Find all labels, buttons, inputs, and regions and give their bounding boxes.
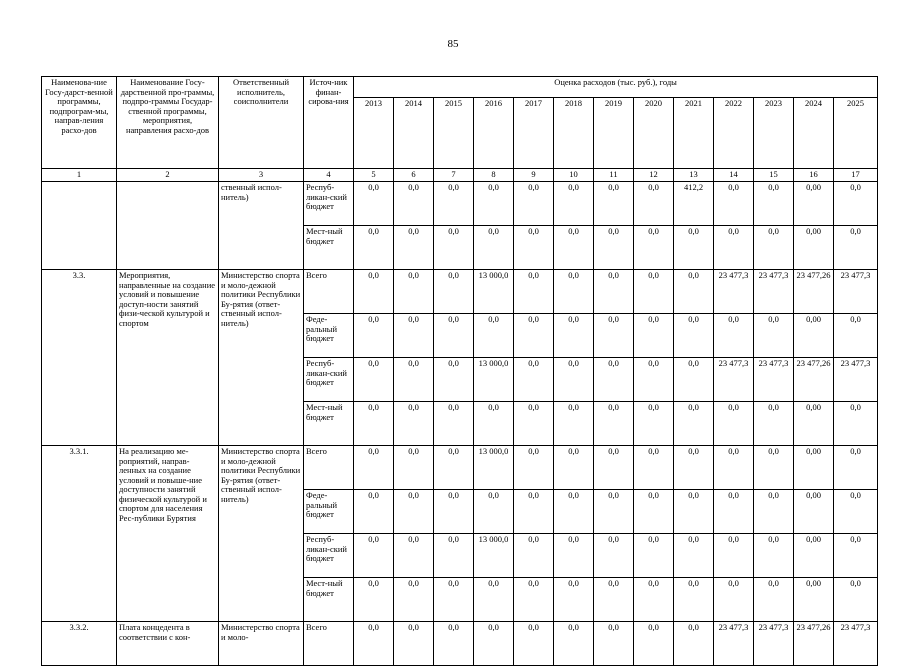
header-year-cell: 2015 [434,98,474,169]
value-cell: 23 477,3 [834,622,878,666]
value-cell: 0,0 [594,226,634,270]
value-cell: 0,0 [554,226,594,270]
value-cell: 23 477,26 [794,622,834,666]
value-cell: 0,0 [674,270,714,314]
value-cell: 0,0 [714,182,754,226]
value-cell: 0,0 [714,578,754,622]
header-year-cell: 2024 [794,98,834,169]
value-cell: 0,0 [514,358,554,402]
table-body [42,182,878,666]
row-code-cell: 3.3. [42,270,117,446]
value-cell: 0,0 [834,446,878,490]
value-cell: 0,0 [354,446,394,490]
value-cell: 0,0 [434,446,474,490]
value-cell: 13 000,0 [474,446,514,490]
value-cell: 23 477,3 [834,270,878,314]
value-cell: 0,0 [354,358,394,402]
row-executor-cell: Министерство спорта и моло- [219,622,304,666]
value-cell: 0,0 [394,226,434,270]
row-source-cell: Феде-ральный бюджет [304,314,354,358]
row-source-cell: Респуб-ликан-ский бюджет [304,534,354,578]
header-year-cell: 2018 [554,98,594,169]
value-cell: 0,0 [514,490,554,534]
column-number-cell: 3 [219,169,304,182]
header-year-cell: 2016 [474,98,514,169]
row-source-cell: Респуб-ликан-ский бюджет [304,358,354,402]
value-cell: 0,0 [514,314,554,358]
value-cell: 0,00 [794,446,834,490]
header-executor-col: Ответственный исполнитель, соисполнители [219,77,304,169]
header-year-cell: 2020 [634,98,674,169]
value-cell: 0,0 [514,622,554,666]
value-cell: 0,0 [634,534,674,578]
table-header [42,77,878,182]
value-cell: 23 477,3 [714,358,754,402]
value-cell: 23 477,3 [754,622,794,666]
value-cell: 0,0 [394,182,434,226]
value-cell: 0,0 [714,534,754,578]
value-cell: 23 477,3 [754,270,794,314]
value-cell: 0,0 [754,534,794,578]
row-name-cell: Мероприятия, направленные на создание условий и повышение доступ-ности занятий физи-ческой культурой и спортом [117,270,219,446]
value-cell: 0,0 [674,534,714,578]
column-number-cell: 17 [834,169,878,182]
value-cell: 0,0 [514,534,554,578]
value-cell: 0,0 [514,578,554,622]
value-cell: 0,0 [394,622,434,666]
value-cell: 0,0 [354,182,394,226]
header-program-col: Наименова-ние Госу-дарст-венной программы, подпрограм-мы, направ-ления расхо-дов [42,77,117,169]
column-number-cell: 1 [42,169,117,182]
value-cell: 0,0 [554,358,594,402]
value-cell: 0,0 [514,226,554,270]
value-cell: 0,00 [794,402,834,446]
value-cell: 0,0 [394,490,434,534]
value-cell: 0,0 [634,402,674,446]
value-cell: 0,0 [354,490,394,534]
value-cell: 0,0 [354,270,394,314]
value-cell: 0,0 [674,446,714,490]
row-code-cell [42,182,117,270]
value-cell: 0,0 [754,182,794,226]
column-number-cell: 7 [434,169,474,182]
row-name-cell [117,182,219,270]
value-cell: 0,0 [394,578,434,622]
value-cell: 0,0 [714,402,754,446]
value-cell: 0,0 [714,446,754,490]
value-cell: 0,0 [754,402,794,446]
column-number-cell: 5 [354,169,394,182]
value-cell: 0,0 [634,490,674,534]
value-cell: 13 000,0 [474,270,514,314]
header-year-cell: 2021 [674,98,714,169]
value-cell: 0,0 [674,358,714,402]
table-row [42,446,878,490]
header-year-cell: 2014 [394,98,434,169]
header-expenses-title: Оценка расходов (тыс. руб.), годы [354,77,878,98]
value-cell: 0,0 [634,622,674,666]
value-cell: 0,0 [434,578,474,622]
value-cell: 0,0 [514,270,554,314]
page-number: 85 [447,38,459,50]
header-year-cell: 2022 [714,98,754,169]
value-cell: 0,0 [834,578,878,622]
value-cell: 0,0 [754,490,794,534]
value-cell: 0,0 [674,314,714,358]
value-cell: 0,0 [674,622,714,666]
value-cell: 0,0 [434,622,474,666]
value-cell: 0,0 [474,314,514,358]
value-cell: 0,0 [634,446,674,490]
value-cell: 0,0 [834,534,878,578]
value-cell: 0,0 [834,182,878,226]
row-source-cell: Всего [304,446,354,490]
value-cell: 0,0 [514,182,554,226]
value-cell: 0,0 [834,490,878,534]
value-cell: 0,0 [434,358,474,402]
value-cell: 0,0 [714,314,754,358]
value-cell: 0,0 [474,226,514,270]
value-cell: 0,00 [794,226,834,270]
value-cell: 0,0 [354,402,394,446]
row-source-cell: Всего [304,622,354,666]
value-cell: 13 000,0 [474,358,514,402]
value-cell: 0,0 [634,578,674,622]
header-year-cell: 2019 [594,98,634,169]
value-cell: 0,0 [554,270,594,314]
table-row [42,270,878,314]
value-cell: 13 000,0 [474,534,514,578]
value-cell: 0,0 [594,622,634,666]
value-cell: 0,0 [514,446,554,490]
row-source-cell: Мест-ный бюджет [304,226,354,270]
row-source-cell: Мест-ный бюджет [304,402,354,446]
header-year-cell: 2023 [754,98,794,169]
value-cell: 0,0 [594,358,634,402]
value-cell: 0,0 [674,402,714,446]
value-cell: 0,0 [354,534,394,578]
value-cell: 0,0 [354,622,394,666]
value-cell: 0,0 [594,446,634,490]
column-number-cell: 12 [634,169,674,182]
row-executor-cell: Министерство спорта и моло-дежной политики Республики Бу-рятия (ответ-ственный испол-нитель) [219,446,304,622]
value-cell: 0,0 [394,270,434,314]
row-code-cell: 3.3.2. [42,622,117,666]
column-number-cell: 9 [514,169,554,182]
column-number-cell: 10 [554,169,594,182]
value-cell: 0,0 [434,534,474,578]
value-cell: 0,0 [834,226,878,270]
value-cell: 0,0 [754,578,794,622]
row-source-cell: Феде-ральный бюджет [304,490,354,534]
value-cell: 0,0 [594,182,634,226]
value-cell: 0,00 [794,578,834,622]
column-number-cell: 16 [794,169,834,182]
value-cell: 0,0 [594,534,634,578]
table-row [42,182,878,226]
value-cell: 23 477,3 [714,270,754,314]
value-cell: 23 477,26 [794,358,834,402]
value-cell: 0,0 [554,182,594,226]
row-name-cell: Плата концедента в соответствии с кон- [117,622,219,666]
column-number-cell: 11 [594,169,634,182]
value-cell: 0,0 [554,534,594,578]
value-cell: 0,0 [554,402,594,446]
value-cell: 0,0 [554,578,594,622]
value-cell: 0,0 [474,182,514,226]
value-cell: 412,2 [674,182,714,226]
value-cell: 0,0 [754,314,794,358]
value-cell: 0,0 [394,402,434,446]
value-cell: 23 477,26 [794,270,834,314]
value-cell: 0,0 [674,578,714,622]
column-number-cell: 15 [754,169,794,182]
value-cell: 0,0 [474,622,514,666]
value-cell: 0,0 [594,402,634,446]
value-cell: 0,0 [674,226,714,270]
header-source-col: Источ-ник финан-сирова-ния [304,77,354,169]
value-cell: 0,00 [794,534,834,578]
value-cell: 0,0 [554,490,594,534]
value-cell: 0,0 [634,270,674,314]
value-cell: 23 477,3 [714,622,754,666]
value-cell: 0,0 [554,622,594,666]
value-cell: 0,0 [634,226,674,270]
value-cell: 0,0 [634,314,674,358]
column-number-cell: 4 [304,169,354,182]
row-code-cell: 3.3.1. [42,446,117,622]
value-cell: 0,0 [594,578,634,622]
value-cell: 0,0 [554,314,594,358]
column-number-cell: 6 [394,169,434,182]
value-cell: 0,0 [434,402,474,446]
header-year-cell: 2025 [834,98,878,169]
value-cell: 0,0 [754,446,794,490]
value-cell: 0,0 [674,490,714,534]
value-cell: 0,0 [394,534,434,578]
value-cell: 0,00 [794,490,834,534]
value-cell: 0,0 [474,490,514,534]
value-cell: 0,0 [434,270,474,314]
value-cell: 0,0 [394,446,434,490]
value-cell: 0,0 [594,490,634,534]
header-year-cell: 2013 [354,98,394,169]
value-cell: 23 477,3 [834,358,878,402]
expenses-table [41,76,878,666]
value-cell: 0,0 [434,182,474,226]
value-cell: 0,0 [714,226,754,270]
column-number-cell: 13 [674,169,714,182]
value-cell: 0,0 [554,446,594,490]
value-cell: 0,0 [354,314,394,358]
value-cell: 0,0 [634,182,674,226]
column-number-cell: 2 [117,169,219,182]
value-cell: 0,0 [394,314,434,358]
column-number-cell: 8 [474,169,514,182]
column-number-cell: 14 [714,169,754,182]
row-source-cell: Мест-ный бюджет [304,578,354,622]
value-cell: 0,00 [794,314,834,358]
row-source-cell: Всего [304,270,354,314]
value-cell: 0,0 [394,358,434,402]
value-cell: 0,0 [354,578,394,622]
value-cell: 0,0 [754,226,794,270]
value-cell: 0,0 [474,402,514,446]
value-cell: 0,0 [594,314,634,358]
value-cell: 0,0 [834,402,878,446]
value-cell: 0,0 [714,490,754,534]
value-cell: 0,0 [474,578,514,622]
value-cell: 23 477,3 [754,358,794,402]
row-source-cell: Респуб-ликан-ский бюджет [304,182,354,226]
row-executor-cell: Министерство спорта и моло-дежной политики Республики Бу-рятия (ответ-ственный испол-нитель) [219,270,304,446]
value-cell: 0,0 [834,314,878,358]
header-name-col: Наименование Госу-дарственной про-граммы, подпро-граммы Государ-ственной программы, мероприятия, направления расхо-дов [117,77,219,169]
row-name-cell: На реализацию ме-роприятий, направ-ленных на создание условий и повыше-ние доступности занятий физической культурой и спортом для населения Рес-публики Бурятия [117,446,219,622]
value-cell: 0,00 [794,182,834,226]
header-year-cell: 2017 [514,98,554,169]
value-cell: 0,0 [514,402,554,446]
value-cell: 0,0 [434,314,474,358]
row-executor-cell: ственный испол-нитель) [219,182,304,270]
value-cell: 0,0 [634,358,674,402]
value-cell: 0,0 [434,490,474,534]
value-cell: 0,0 [434,226,474,270]
table-row [42,622,878,666]
value-cell: 0,0 [594,270,634,314]
value-cell: 0,0 [354,226,394,270]
